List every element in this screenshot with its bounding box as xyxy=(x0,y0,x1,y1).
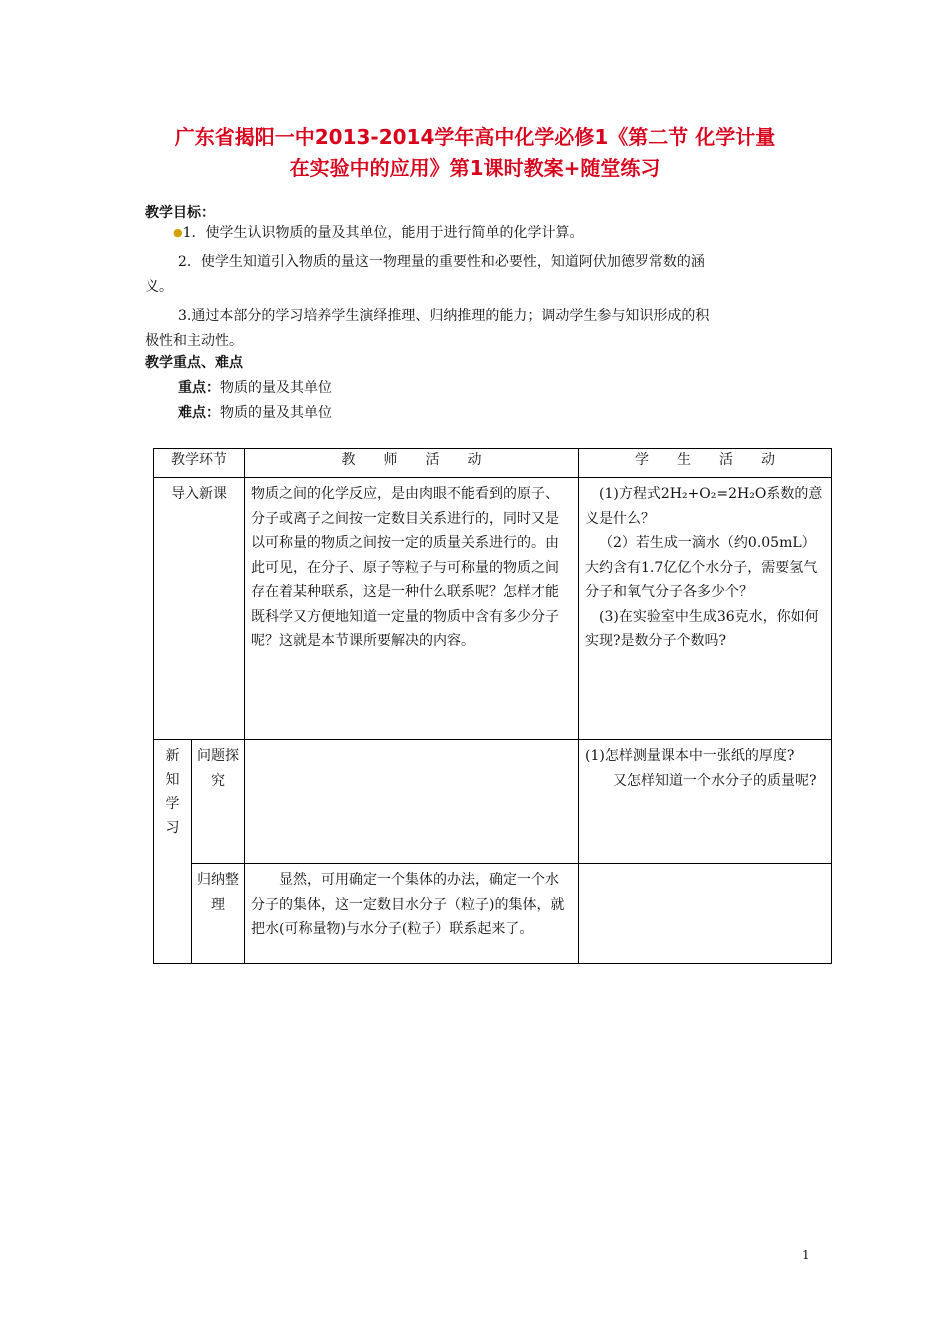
focus-row xyxy=(178,377,332,397)
table-row xyxy=(154,864,832,964)
keypoints-heading: 教学重点、难点 xyxy=(145,355,243,371)
marker-dot-icon: ● xyxy=(173,226,183,239)
objective-item-3-cont: 极性和主动性。 xyxy=(145,333,243,349)
teacher-inquiry xyxy=(245,740,578,748)
stage-new-knowledge: 新知学习 xyxy=(165,748,180,836)
title-line-2: 在实验中的应用》第1课时教案+随堂练习 xyxy=(289,156,661,180)
page-number: 1 xyxy=(802,1248,810,1262)
student-summary xyxy=(579,864,831,872)
difficulty-label: 难点： xyxy=(178,405,220,421)
document-title xyxy=(60,122,890,184)
objective-item-3: 3.通过本部分的学习培养学生演绎推理、归纳推理的能力；调动学生参与知识形成的积 xyxy=(178,308,710,324)
difficulty-text: 物质的量及其单位 xyxy=(220,405,332,421)
student-intro-q1: (1)方程式2H₂+O₂=2H₂O系数的意义是什么？ xyxy=(585,486,823,527)
sub-stage-summary: 归纳整理 xyxy=(197,872,239,913)
teacher-intro: 物质之间的化学反应，是由肉眼不能看到的原子、分子或离子之间按一定数目关系进行的，同时又是以可称量的物质之间按一定的质量关系进行的。由此可见，在分子、原子等粒子与可称量的物质之间存在着某种联系，这是一种什么联系呢？怎样才能既科学又方便地知道一定量的物质中含有多少分子呢？这就是本节课所要解决的内容。 xyxy=(251,486,559,649)
stage-intro: 导入新课 xyxy=(171,486,227,502)
title-line-1: 广东省揭阳一中2013-2014学年高中化学必修1《第二节 化学计量 xyxy=(174,125,776,149)
table-header-row xyxy=(154,449,832,478)
header-stage: 教学环节 xyxy=(154,449,245,478)
focus-text: 物质的量及其单位 xyxy=(220,380,332,396)
difficulty-row xyxy=(178,402,332,422)
objectives-heading: 教学目标： xyxy=(145,205,215,221)
lesson-plan-table xyxy=(153,448,832,964)
header-teacher: 教 师 活 动 xyxy=(245,449,579,478)
teacher-summary: 显然，可用确定一个集体的办法，确定一个水分子的集体，这一定数目水分子（粒子)的集体，就把水(可称量物)与水分子(粒子）联系起来了。 xyxy=(251,872,565,937)
student-inquiry-q1: (1)怎样测量课本中一张纸的厚度? xyxy=(585,748,795,764)
sub-stage-inquiry: 问题探究 xyxy=(197,748,239,789)
student-intro-q2: （2）若生成一滴水（约0.05mL）大约含有1.7亿亿个水分子，需要氢气分子和氧气分子各多少个？ xyxy=(585,535,818,600)
table-row xyxy=(154,740,832,864)
table-row xyxy=(154,478,832,740)
objective-item-2: 2．使学生知道引入物质的量这一物理量的重要性和必要性，知道阿伏加德罗常数的涵 xyxy=(178,254,705,270)
student-inquiry-q2: 又怎样知道一个水分子的质量呢? xyxy=(613,772,817,789)
focus-label: 重点： xyxy=(178,380,220,396)
header-student: 学 生 活 动 xyxy=(579,449,832,478)
student-intro-q3: (3)在实验室中生成36克水，你如何实现?是数分子个数吗? xyxy=(585,608,819,649)
objective-item-1: 1．使学生认识物质的量及其单位，能用于进行简单的化学计算。 xyxy=(182,225,584,241)
objectives-list xyxy=(145,221,825,354)
objective-item-2-cont: 义。 xyxy=(145,279,173,295)
